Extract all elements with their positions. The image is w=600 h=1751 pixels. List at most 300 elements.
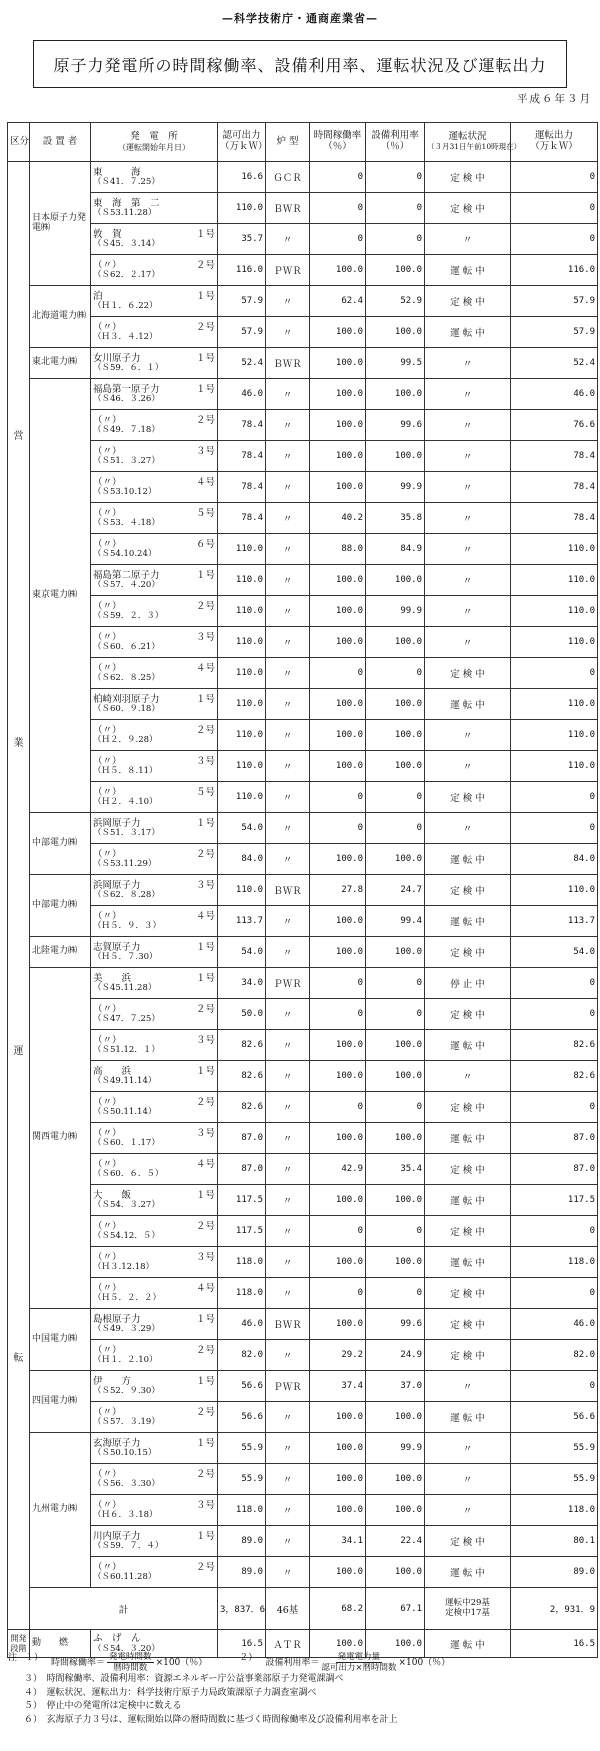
status-cell: 〃 bbox=[425, 751, 511, 782]
plant-start-date: （Ｈ５．９．３） bbox=[93, 921, 162, 932]
output-cell: 0 bbox=[511, 999, 598, 1030]
plant-cell bbox=[91, 1340, 218, 1371]
capacity-cell: 110.0 bbox=[218, 627, 266, 658]
plant-unit: ２号 bbox=[195, 848, 215, 860]
util-rate-cell: 100.0 bbox=[366, 937, 425, 968]
plant-name: 川内原子力 bbox=[93, 1530, 141, 1542]
util-rate-cell: 100.0 bbox=[366, 1464, 425, 1495]
plant-unit: ５号 bbox=[195, 507, 215, 519]
capacity-cell: 82.6 bbox=[218, 1061, 266, 1092]
plant-start-date: （Ｓ51．３.17） bbox=[93, 828, 160, 839]
plant-name: （〃） bbox=[93, 1220, 122, 1232]
reactor-type-cell: 〃 bbox=[266, 1526, 310, 1557]
note-formulas bbox=[8, 1652, 593, 1673]
reactor-type-cell: 〃 bbox=[266, 317, 310, 348]
reactor-type-cell: 〃 bbox=[266, 906, 310, 937]
table-row bbox=[8, 1495, 598, 1526]
capacity-cell: 78.4 bbox=[218, 472, 266, 503]
reactor-type-cell: 〃 bbox=[266, 720, 310, 751]
util-rate-cell: 0 bbox=[366, 162, 425, 193]
output-cell: 82.6 bbox=[511, 1030, 598, 1061]
time-rate-cell: 100.0 bbox=[310, 627, 366, 658]
plant-cell bbox=[91, 441, 218, 472]
capacity-cell: 78.4 bbox=[218, 410, 266, 441]
plant-unit: ３号 bbox=[195, 755, 215, 767]
note-2-denominator: 認可出力×暦時間数 bbox=[321, 1663, 397, 1673]
note-5: ５） 停止中の発電所は定検中に数える bbox=[24, 1701, 182, 1711]
reactor-type-cell: 〃 bbox=[266, 286, 310, 317]
capacity-cell: 89.0 bbox=[218, 1557, 266, 1588]
plant-cell bbox=[91, 472, 218, 503]
status-cell: 停 止 中 bbox=[425, 968, 511, 999]
header-util-rate bbox=[366, 123, 425, 162]
plant-cell bbox=[91, 658, 218, 689]
output-cell: 110.0 bbox=[511, 565, 598, 596]
plant-name: （〃） bbox=[93, 1468, 122, 1480]
plant-unit: ２号 bbox=[195, 1561, 215, 1573]
plant-unit: ３号 bbox=[195, 1251, 215, 1263]
plant-unit: １号 bbox=[195, 290, 215, 302]
plant-name: 敦 賀 bbox=[93, 228, 122, 240]
plant-start-date: （Ｓ50.10.15） bbox=[93, 1448, 157, 1459]
header-plant bbox=[91, 123, 218, 162]
time-rate-cell: 0 bbox=[310, 999, 366, 1030]
plant-unit: ２号 bbox=[195, 724, 215, 736]
status-cell: 〃 bbox=[425, 503, 511, 534]
reactor-type-cell: 〃 bbox=[266, 379, 310, 410]
header-plant-label: 発 電 所 bbox=[130, 130, 178, 142]
total-units: 46基 bbox=[266, 1588, 310, 1630]
plant-cell bbox=[91, 1371, 218, 1402]
time-rate-cell: 0 bbox=[310, 1278, 366, 1309]
capacity-cell: 110.0 bbox=[218, 751, 266, 782]
notes-label: 注 bbox=[8, 1653, 18, 1663]
plant-cell bbox=[91, 1402, 218, 1433]
output-cell: 0 bbox=[511, 193, 598, 224]
capacity-cell: 56.6 bbox=[218, 1402, 266, 1433]
status-cell: 定 検 中 bbox=[425, 999, 511, 1030]
output-cell: 55.9 bbox=[511, 1464, 598, 1495]
status-cell: 定 検 中 bbox=[425, 1216, 511, 1247]
output-cell: 0 bbox=[511, 224, 598, 255]
capacity-cell: 82.6 bbox=[218, 1092, 266, 1123]
output-cell: 116.0 bbox=[511, 255, 598, 286]
status-cell: 定 検 中 bbox=[425, 1309, 511, 1340]
plant-start-date: （Ｓ53.11.28） bbox=[93, 208, 157, 219]
plant-name: （〃） bbox=[93, 1282, 122, 1294]
table-row bbox=[8, 844, 598, 875]
capacity-cell: 46.0 bbox=[218, 379, 266, 410]
status-cell: 運 転 中 bbox=[425, 1123, 511, 1154]
capacity-cell: 78.4 bbox=[218, 503, 266, 534]
table-row bbox=[8, 1433, 598, 1464]
plant-cell bbox=[91, 193, 218, 224]
time-rate-cell: 100.0 bbox=[310, 751, 366, 782]
util-rate-cell: 24.9 bbox=[366, 1340, 425, 1371]
status-cell: 運 転 中 bbox=[425, 1557, 511, 1588]
reactor-type-cell: 〃 bbox=[266, 1557, 310, 1588]
table-row bbox=[8, 1309, 598, 1340]
time-rate-cell: 100.0 bbox=[310, 472, 366, 503]
reactor-type-cell: 〃 bbox=[266, 813, 310, 844]
util-rate-cell: 100.0 bbox=[366, 441, 425, 472]
capacity-cell: 118.0 bbox=[218, 1247, 266, 1278]
output-cell: 57.9 bbox=[511, 317, 598, 348]
category-char: 営 bbox=[13, 430, 24, 442]
reactor-type-cell: 〃 bbox=[266, 565, 310, 596]
status-cell: 〃 bbox=[425, 472, 511, 503]
plant-cell bbox=[91, 1309, 218, 1340]
table-row bbox=[8, 1247, 598, 1278]
dev-util-rate: 100.0 bbox=[366, 1630, 425, 1658]
output-cell: 110.0 bbox=[511, 627, 598, 658]
status-cell: 運 転 中 bbox=[425, 1185, 511, 1216]
dev-status: 運 転 中 bbox=[425, 1630, 511, 1658]
status-cell: 運 転 中 bbox=[425, 1247, 511, 1278]
table-row bbox=[8, 565, 598, 596]
plant-unit: ２号 bbox=[195, 321, 215, 333]
table-row bbox=[8, 999, 598, 1030]
operator-cell bbox=[30, 1309, 91, 1371]
note-2-lhs: 設備利用率＝ bbox=[265, 1658, 320, 1668]
util-rate-cell: 99.5 bbox=[366, 348, 425, 379]
status-cell: 〃 bbox=[425, 627, 511, 658]
output-cell: 87.0 bbox=[511, 1154, 598, 1185]
reactor-type-cell: 〃 bbox=[266, 1030, 310, 1061]
plant-start-date: （Ｓ59．２．３） bbox=[93, 611, 164, 622]
operator-cell bbox=[30, 348, 91, 379]
output-cell: 78.4 bbox=[511, 472, 598, 503]
reactor-type-cell: 〃 bbox=[266, 534, 310, 565]
report-date: 平成６年３月 bbox=[517, 93, 592, 105]
note-3: ３） 時間稼働率、設備利用率：資源エネルギー庁公益事業部原子力発電課調べ bbox=[24, 1674, 344, 1684]
table-row bbox=[8, 255, 598, 286]
reactor-type-cell: ＢＷＲ bbox=[266, 1309, 310, 1340]
util-rate-cell: 0 bbox=[366, 782, 425, 813]
plant-unit: １号 bbox=[195, 1313, 215, 1325]
output-cell: 55.9 bbox=[511, 1433, 598, 1464]
plant-start-date: （Ｓ54．３.27） bbox=[93, 1200, 160, 1211]
output-cell: 110.0 bbox=[511, 534, 598, 565]
operator-cell bbox=[30, 379, 91, 813]
util-rate-cell: 35.8 bbox=[366, 503, 425, 534]
plant-start-date: （Ｓ59．６．１） bbox=[93, 363, 164, 374]
plant-name: （〃） bbox=[93, 755, 122, 767]
plant-cell bbox=[91, 1092, 218, 1123]
header-output-label: 運転出力 bbox=[534, 130, 573, 142]
util-rate-cell: 100.0 bbox=[366, 317, 425, 348]
output-cell: 110.0 bbox=[511, 751, 598, 782]
header-status-label: 運転状況 bbox=[448, 131, 487, 143]
output-cell: 0 bbox=[511, 658, 598, 689]
status-cell: 〃 bbox=[425, 348, 511, 379]
capacity-cell: 116.0 bbox=[218, 255, 266, 286]
output-cell: 57.9 bbox=[511, 286, 598, 317]
plant-cell bbox=[91, 999, 218, 1030]
operator-cell bbox=[30, 162, 91, 286]
output-cell: 82.6 bbox=[511, 1061, 598, 1092]
time-rate-cell: 100.0 bbox=[310, 937, 366, 968]
reactor-type-cell: 〃 bbox=[266, 472, 310, 503]
dev-output: 16.5 bbox=[511, 1630, 598, 1658]
plant-start-date: （Ｓ54.12．５） bbox=[93, 1231, 160, 1242]
header-time-rate-unit: （％） bbox=[323, 141, 352, 152]
plant-name: 島根原子力 bbox=[93, 1313, 141, 1325]
plant-start-date: （Ｓ41．７.25） bbox=[93, 177, 160, 188]
plant-start-date: （Ｓ59．７．４） bbox=[93, 1541, 164, 1552]
operator-cell bbox=[30, 286, 91, 348]
category-char: 運 bbox=[13, 1045, 24, 1057]
plant-start-date: （Ｓ47．７.25） bbox=[93, 1014, 160, 1025]
capacity-cell: 35.7 bbox=[218, 224, 266, 255]
plant-unit: １号 bbox=[195, 383, 215, 395]
note-2-numerator: 発電電力量 bbox=[337, 1652, 381, 1662]
plant-start-date: （Ｓ57．３.19） bbox=[93, 1417, 160, 1428]
plant-cell bbox=[91, 968, 218, 999]
capacity-cell: 54.0 bbox=[218, 937, 266, 968]
plant-unit: １号 bbox=[195, 228, 215, 240]
time-rate-cell: 100.0 bbox=[310, 317, 366, 348]
reactor-type-cell: ＰＷＲ bbox=[266, 255, 310, 286]
plant-cell bbox=[91, 162, 218, 193]
plant-start-date: （Ｓ57．４.20） bbox=[93, 580, 160, 591]
table-body bbox=[8, 162, 598, 1658]
table-row bbox=[8, 875, 598, 906]
plant-cell bbox=[91, 1123, 218, 1154]
plant-start-date: （Ｓ51.12．１） bbox=[93, 1045, 160, 1056]
reactor-type-cell: 〃 bbox=[266, 999, 310, 1030]
time-rate-cell: 100.0 bbox=[310, 906, 366, 937]
reactor-type-cell: 〃 bbox=[266, 1402, 310, 1433]
header-output-unit: （万ｋＷ） bbox=[530, 141, 578, 152]
plant-unit: １号 bbox=[195, 693, 215, 705]
plant-name: （〃） bbox=[93, 538, 122, 550]
plant-cell bbox=[91, 1061, 218, 1092]
table-row bbox=[8, 1402, 598, 1433]
plant-unit: ２号 bbox=[195, 600, 215, 612]
capacity-cell: 82.6 bbox=[218, 1030, 266, 1061]
plant-name: （〃） bbox=[93, 1127, 122, 1139]
time-rate-cell: 37.4 bbox=[310, 1371, 366, 1402]
status-cell: 運 転 中 bbox=[425, 317, 511, 348]
reactor-type-cell: 〃 bbox=[266, 596, 310, 627]
plant-start-date: （Ｓ53．４.18） bbox=[93, 518, 160, 529]
header-time-rate-label: 時間稼働率 bbox=[313, 130, 362, 142]
capacity-cell: 117.5 bbox=[218, 1216, 266, 1247]
table-row bbox=[8, 1216, 598, 1247]
time-rate-cell: 100.0 bbox=[310, 1433, 366, 1464]
reactor-type-cell: ＰＷＲ bbox=[266, 968, 310, 999]
time-rate-cell: 100.0 bbox=[310, 720, 366, 751]
time-rate-cell: 100.0 bbox=[310, 1185, 366, 1216]
status-cell: 〃 bbox=[425, 1433, 511, 1464]
output-cell: 0 bbox=[511, 1371, 598, 1402]
operator-name: 日本原子力発電㈱ bbox=[32, 213, 87, 233]
dev-reactor: ＡＴＲ bbox=[266, 1630, 310, 1658]
note-1-rhs: ×100（％） bbox=[155, 1658, 208, 1668]
plant-start-date: （Ｓ60．６.21） bbox=[93, 642, 160, 653]
status-cell: 〃 bbox=[425, 379, 511, 410]
time-rate-cell: 29.2 bbox=[310, 1340, 366, 1371]
status-cell: 運 転 中 bbox=[425, 255, 511, 286]
note-1 bbox=[51, 1652, 207, 1673]
plant-cell bbox=[91, 348, 218, 379]
total-capacity: 3，837．6 bbox=[218, 1588, 266, 1630]
plant-start-date: （Ｈ６．３.18） bbox=[93, 1510, 158, 1521]
plant-unit: ４号 bbox=[195, 662, 215, 674]
plant-name: 大 飯 bbox=[93, 1189, 132, 1201]
util-rate-cell: 100.0 bbox=[366, 1061, 425, 1092]
operator-cell bbox=[30, 1371, 91, 1433]
plant-name: （〃） bbox=[93, 507, 122, 519]
output-cell: 0 bbox=[511, 813, 598, 844]
plant-unit: ２号 bbox=[195, 1468, 215, 1480]
capacity-cell: 87.0 bbox=[218, 1154, 266, 1185]
table-row bbox=[8, 162, 598, 193]
table-row bbox=[8, 782, 598, 813]
plant-cell bbox=[91, 751, 218, 782]
header-reactor: 炉 型 bbox=[266, 123, 310, 162]
time-rate-cell: 0 bbox=[310, 782, 366, 813]
plant-start-date: （Ｓ60.11.28） bbox=[93, 1572, 157, 1583]
capacity-cell: 113.7 bbox=[218, 906, 266, 937]
output-cell: 82.0 bbox=[511, 1340, 598, 1371]
time-rate-cell: 100.0 bbox=[310, 379, 366, 410]
operator-name: 九州電力㈱ bbox=[32, 1504, 78, 1515]
note-1-fraction bbox=[107, 1652, 154, 1673]
output-cell: 54.0 bbox=[511, 937, 598, 968]
plant-unit: ３号 bbox=[195, 1499, 215, 1511]
plant-name: （〃） bbox=[93, 848, 122, 860]
plant-name: （〃） bbox=[93, 1499, 122, 1511]
util-rate-cell: 99.6 bbox=[366, 1309, 425, 1340]
header-output bbox=[511, 123, 598, 162]
plant-name: 泊 bbox=[93, 290, 103, 302]
capacity-cell: 16.6 bbox=[218, 162, 266, 193]
plant-start-date: （Ｓ49．７.18） bbox=[93, 425, 160, 436]
capacity-cell: 56.6 bbox=[218, 1371, 266, 1402]
util-rate-cell: 100.0 bbox=[366, 751, 425, 782]
reactor-type-cell: ＰＷＲ bbox=[266, 1371, 310, 1402]
output-cell: 0 bbox=[511, 968, 598, 999]
capacity-cell: 57.9 bbox=[218, 286, 266, 317]
reactor-type-cell: 〃 bbox=[266, 782, 310, 813]
time-rate-cell: 100.0 bbox=[310, 1030, 366, 1061]
note-4: ４） 運転状況、運転出力：科学技術庁原子力局政策課原子力調査室調べ bbox=[24, 1687, 317, 1698]
total-label: 計 bbox=[30, 1588, 218, 1630]
plant-name: （〃） bbox=[93, 1003, 122, 1015]
plant-start-date: （Ｓ45.11.28） bbox=[93, 983, 157, 994]
time-rate-cell: 0 bbox=[310, 162, 366, 193]
plant-cell bbox=[91, 1495, 218, 1526]
plant-start-date: （Ｈ３.12.18） bbox=[93, 1262, 155, 1273]
time-rate-cell: 100.0 bbox=[310, 1123, 366, 1154]
util-rate-cell: 100.0 bbox=[366, 379, 425, 410]
reactor-type-cell: ＢＷＲ bbox=[266, 348, 310, 379]
plant-name: 高 浜 bbox=[93, 1065, 132, 1077]
plant-cell bbox=[91, 689, 218, 720]
plant-unit: ３号 bbox=[195, 879, 215, 891]
plant-start-date: （Ｈ５．２．２） bbox=[93, 1293, 162, 1304]
time-rate-cell: 34.1 bbox=[310, 1526, 366, 1557]
plant-cell bbox=[91, 534, 218, 565]
plant-unit: ２号 bbox=[195, 1003, 215, 1015]
capacity-cell: 118.0 bbox=[218, 1495, 266, 1526]
util-rate-cell: 100.0 bbox=[366, 844, 425, 875]
category-char: 転 bbox=[13, 1353, 24, 1365]
plant-unit: １号 bbox=[195, 569, 215, 581]
output-cell: 87.0 bbox=[511, 1123, 598, 1154]
category-dev: 開発段階 bbox=[8, 1630, 30, 1658]
capacity-cell: 46.0 bbox=[218, 1309, 266, 1340]
time-rate-cell: 100.0 bbox=[310, 255, 366, 286]
output-cell: 0 bbox=[511, 162, 598, 193]
plant-name: （〃） bbox=[93, 476, 122, 488]
capacity-cell: 82.0 bbox=[218, 1340, 266, 1371]
time-rate-cell: 40.2 bbox=[310, 503, 366, 534]
table-row bbox=[8, 1030, 598, 1061]
plant-cell bbox=[91, 875, 218, 906]
table-row bbox=[8, 410, 598, 441]
capacity-cell: 110.0 bbox=[218, 689, 266, 720]
util-rate-cell: 100.0 bbox=[366, 255, 425, 286]
plant-cell bbox=[91, 1278, 218, 1309]
plant-start-date: （Ｈ２．４.10） bbox=[93, 797, 158, 808]
status-cell: 定 検 中 bbox=[425, 1526, 511, 1557]
status-cell: 定 検 中 bbox=[425, 937, 511, 968]
util-rate-cell: 0 bbox=[366, 658, 425, 689]
operator-cell bbox=[30, 875, 91, 937]
note-1-num: １） bbox=[25, 1653, 44, 1663]
capacity-cell: 110.0 bbox=[218, 534, 266, 565]
plant-unit: １号 bbox=[195, 352, 215, 364]
plant-cell bbox=[91, 1185, 218, 1216]
util-rate-cell: 100.0 bbox=[366, 1495, 425, 1526]
capacity-cell: 110.0 bbox=[218, 875, 266, 906]
plant-start-date: （Ｓ54.10.24） bbox=[93, 549, 157, 560]
operator-name: 東京電力㈱ bbox=[32, 589, 78, 600]
reactor-type-cell: 〃 bbox=[266, 1061, 310, 1092]
note-1-denominator: 暦時間数 bbox=[113, 1663, 148, 1673]
plant-start-date: （Ｓ45．３.14） bbox=[93, 239, 160, 250]
plant-unit: ２号 bbox=[195, 414, 215, 426]
plant-start-date: （Ｈ５．７.30） bbox=[93, 952, 158, 963]
plant-name: 福島第一原子力 bbox=[93, 383, 160, 395]
status-cell: 〃 bbox=[425, 1061, 511, 1092]
capacity-cell: 118.0 bbox=[218, 1278, 266, 1309]
plant-name: 東 海 bbox=[93, 166, 141, 178]
total-status bbox=[425, 1588, 511, 1630]
output-cell: 76.6 bbox=[511, 410, 598, 441]
capacity-cell: 110.0 bbox=[218, 720, 266, 751]
plant-name: 福島第二原子力 bbox=[93, 569, 160, 581]
output-cell: 110.0 bbox=[511, 875, 598, 906]
status-cell: 〃 bbox=[425, 410, 511, 441]
capacity-cell: 110.0 bbox=[218, 596, 266, 627]
header-util-rate-label: 設備利用率 bbox=[371, 130, 419, 142]
plant-unit: １号 bbox=[195, 972, 215, 984]
output-cell: 0 bbox=[511, 1092, 598, 1123]
plant-cell bbox=[91, 906, 218, 937]
capacity-cell: 54.0 bbox=[218, 813, 266, 844]
plant-cell bbox=[91, 379, 218, 410]
time-rate-cell: 100.0 bbox=[310, 1247, 366, 1278]
plant-name: （〃） bbox=[93, 321, 122, 333]
table-row bbox=[8, 1371, 598, 1402]
plant-unit: １号 bbox=[195, 1375, 215, 1387]
capacity-cell: 57.9 bbox=[218, 317, 266, 348]
plant-name: （〃） bbox=[93, 259, 122, 271]
